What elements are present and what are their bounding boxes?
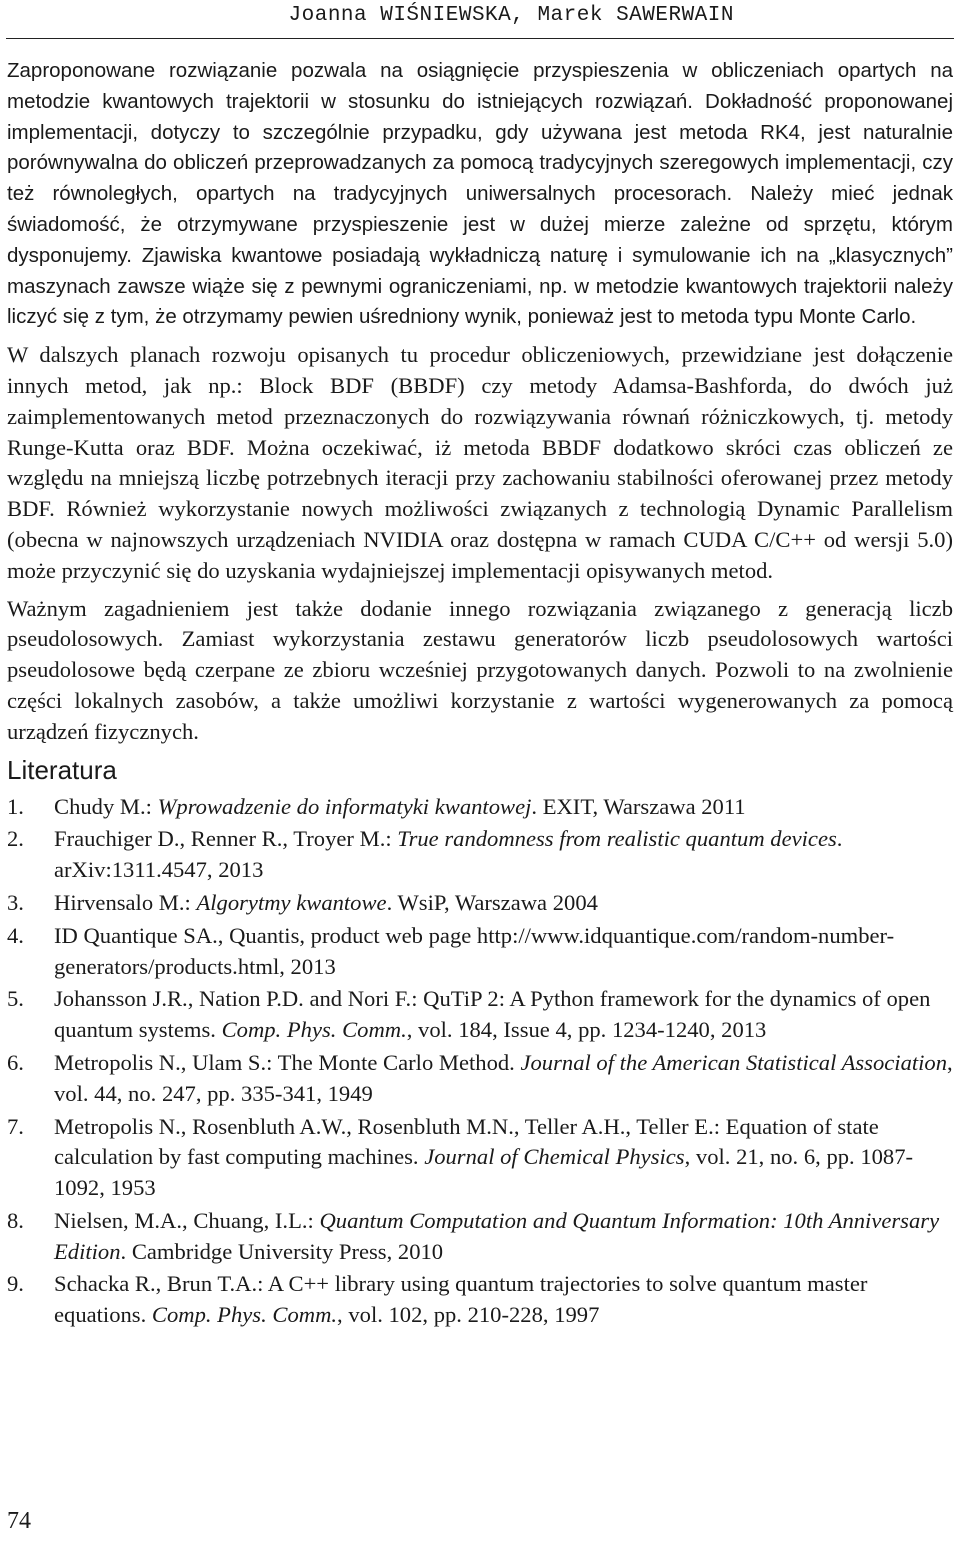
- reference-number: 6.: [7, 1049, 24, 1075]
- reference-text: Metropolis N., Ulam S.: The Monte Carlo Method.: [54, 1049, 521, 1075]
- reference-number: 7.: [7, 1113, 24, 1139]
- reference-number: 2.: [7, 826, 24, 852]
- paragraph-3: Ważnym zagadnieniem jest także dodanie innego rozwiązania związanego z generacją liczb pseudolosowych. Zamiast wykorzystania zestawu generatorów liczb pseudolosowych wartości pseudolosowe będą czerpane ze zbioru wcześniej przygotowanych danych. Pozwoli to na zwolnienie części lokalnych zasobów, a także umożliwi korzystanie z wartości wygenerowanych za pomocą urządzeń fizycznych.: [7, 595, 953, 744]
- reference-details: , vol. 102, pp. 210-228, 1997: [337, 1302, 600, 1328]
- reference-item-4: [7, 921, 953, 983]
- reference-authors: Nielsen, M.A., Chuang, I.L.:: [54, 1207, 320, 1233]
- reference-number: 8.: [7, 1207, 24, 1233]
- reference-details: , vol. 184, Issue 4, pp. 1234-1240, 2013: [406, 1017, 767, 1043]
- reference-item-1: [7, 792, 953, 823]
- reference-item-5: [7, 984, 953, 1046]
- reference-text: Metropolis N., Rosenbluth A.W., Rosenbluth M.N., Teller A.H., Teller E.: Equation of state calculation by fast computing machines.: [54, 1113, 879, 1170]
- reference-number: 4.: [7, 922, 24, 948]
- reference-title: True randomness from realistic quantum devices: [397, 826, 837, 852]
- reference-item-2: [7, 824, 953, 886]
- paragraph-2: W dalszych planach rozwoju opisanych tu procedur obliczeniowych, przewidziane jest dołączenie innych metod, jak np.: Block BDF (BBDF) czy metody Adamsa-Bashforda, do dwóch już zaimplementowanych metod przeznaczonych do rozwiązywania równań różniczkowych, tj. metody Runge-Kutta oraz BDF. Można oczekiwać, iż metoda BBDF dodatkowo skróci czas obliczeń ze względu na mniejszą liczbę potrzebnych iteracji przy zachowaniu stabilności oferowanej przez metody BDF. Również wykorzystanie nowych możliwości związanych z technologią Dynamic Parallelism (obecna w najnowszych urządzeniach NVIDIA oraz dostępna w ramach CUDA C/C++ od wersji 5.0) może przyczynić się do uzyskania wydajniejszej implementacji opisywanych metod.: [7, 342, 953, 583]
- header-rule: [6, 38, 954, 39]
- reference-publisher: . Cambridge University Press, 2010: [120, 1238, 444, 1264]
- reference-publisher: . WsiP, Warszawa 2004: [386, 889, 598, 915]
- reference-text: Schacka R., Brun T.A.: A C++ library using quantum trajectories to solve quantum master equations.: [54, 1271, 868, 1328]
- reference-journal: Comp. Phys. Comm.: [221, 1017, 407, 1043]
- reference-text: Johansson J.R., Nation P.D. and Nori F.: QuTiP 2: A Python framework for the dynamics of open quantum systems.: [54, 986, 931, 1043]
- reference-authors: Hirvensalo M.:: [54, 889, 197, 915]
- reference-number: 9.: [7, 1271, 24, 1297]
- page-number: 74: [7, 1508, 31, 1534]
- reference-details: , vol. 21, no. 6, pp. 1087-1092, 1953: [54, 1144, 914, 1201]
- reference-title: Wprowadzenie do informatyki kwantowej: [157, 793, 532, 819]
- reference-text: ID Quantique SA., Quantis, product web page http://www.idquantique.com/random-number-generators/products.html, 2013: [54, 922, 895, 979]
- reference-title: Algorytmy kwantowe: [196, 889, 387, 915]
- running-header: [0, 0, 960, 40]
- reference-item-8: [7, 1206, 953, 1268]
- reference-number: 1.: [7, 793, 24, 819]
- reference-title: Quantum Computation and Quantum Information: 10th Anniversary Edition: [54, 1207, 940, 1264]
- reference-item-7: [7, 1112, 953, 1204]
- reference-list: [7, 792, 953, 1332]
- reference-authors: Chudy M.:: [54, 793, 158, 819]
- reference-item-3: [7, 888, 953, 919]
- reference-item-6: [7, 1048, 953, 1110]
- reference-item-9: [7, 1269, 953, 1331]
- reference-authors: Frauchiger D., Renner R., Troyer M.:: [54, 826, 398, 852]
- reference-publisher: . arXiv:1311.4547, 2013: [54, 826, 843, 883]
- reference-number: 5.: [7, 986, 24, 1012]
- reference-journal: Comp. Phys. Comm.: [151, 1302, 338, 1328]
- section-title: Literatura: [7, 754, 117, 785]
- reference-details: , vol. 44, no. 247, pp. 335-341, 1949: [54, 1049, 953, 1106]
- header-authors: Joanna WIŚNIEWSKA, Marek SAWERWAIN: [288, 4, 734, 27]
- paragraph-1: Zaproponowane rozwiązanie pozwala na osiągnięcie przyspieszenia w obliczeniach opartych na metodzie kwantowych trajektorii w stosunku do istniejących rozwiązań. Dokładność proponowanej implementacji, dotyczy to szczególnie przypadku, gdy używana jest metoda RK4, jest naturalnie porównywalna do obliczeń przeprowadzanych za pomocą tradycyjnych szeregowych implementacji, czy też równoległych, opartych na tradycyjnych uniwersalnych procesorach. Należy mieć jednak świadomość, że otrzymywane przyspieszenie jest w dużej mierze zależne od sprzętu, którym dysponujemy. Zjawiska kwantowe posiadają wykładniczą naturę i symulowanie ich na „klasycznych” maszynach zawsze wiąże się z pewnymi ograniczeniami, np. w metodzie kwantowych trajektorii należy liczyć się z tym, że otrzymamy pewien uśredniony wynik, ponieważ jest to metoda typu Monte Carlo.: [7, 59, 953, 329]
- reference-publisher: . EXIT, Warszawa 2011: [531, 793, 746, 819]
- reference-journal: Journal of the American Statistical Association: [520, 1049, 948, 1075]
- reference-number: 3.: [7, 889, 24, 915]
- page-content: [7, 56, 953, 1333]
- reference-journal: Journal of Chemical Physics: [424, 1144, 685, 1170]
